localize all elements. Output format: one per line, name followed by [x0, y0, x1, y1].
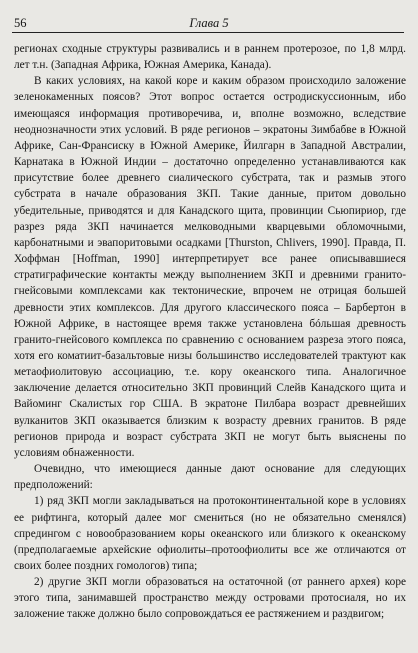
page-number: 56	[14, 16, 27, 30]
paragraph-continuation: регионах сходные структуры развивались и в раннем протерозое, по 1,8 млрд. лет т.н. (Западная Африка, Южная Америка, Канада).	[14, 43, 406, 72]
paragraph: В каких условиях, на какой коре и каким образом происходило заложение зеленокаменных поясов? Этот вопрос остается остродискуссионным, ибо имеющаяся информация противоречива, и, вполне возможно, вследствие неоднозначности этих условий. В ряде регионов – экратоны Зимбабве в Южной Африке, Сан-Франсиску в Южной Америке, Йилгарн в Западной Австралии, Карнатака в Южной Индии – достаточно определенно устанавливаются как присутствие более древнего сиалического субстрата, так и размыв этого субстрата в начале образования ЗКП. Такие данные, притом довольно убедительные, приводятся и для Канадского щита, провинции Сьюпириор, где разрез ряда ЗКП начинается мелководными кварцевыми обломочными, карбонатными и эвапоритовыми осадками [Thurston, Chlivers, 1990]. Правда, П. Хоффман [Hoffman, 1990] интерпретирует все ранее описывавшиеся стратиграфические контакты между выполнением ЗКП и древними гранито-гнейсовыми комплексами как тектонические, впрочем не отрицая большей древности этих комплексов. Для другого классического пояса – Барбертон в Южной Африке, в настоящее время также установлена бóльшая древность гранито-гнейсового комплекса по сравнению с основанием разреза этого пояса, хотя его коматиит-базальтовые низы большинство исследователей трактуют как метаофиолитовую ассоциацию, т.е. кору океанского типа. Аналогичное заключение делается относительно ЗКП провинций Слейв Канадского щита и Вайоминг Скалистых гор США. В экратоне Пилбара возраст древнейших вулканитов ЗКП оказывается близким к возрасту древних гранитов. В ряде регионов природа и возраст субстрата ЗКП не могут быть выяснены по условиям обнаженности.	[14, 75, 406, 459]
header-rule	[12, 32, 404, 33]
running-head: Глава 5	[189, 16, 229, 30]
paragraph: Очевидно, что имеющиеся данные дают основание для следующих предположений:	[14, 463, 406, 492]
paragraph-list-item: 1) ряд ЗКП могли закладываться на протоконтинентальной коре в условиях ее рифтинга, который далее мог смениться (но не обязательно сменялся) спредингом с новообразованием коры океанского или близкого к океанскому (предполагаемые архейские офиолиты–протоофиолиты все же отличаются от своих более поздних гомологов) типа;	[14, 495, 406, 572]
page-header	[14, 14, 404, 34]
body-text	[14, 41, 406, 623]
paragraph-list-item: 2) другие ЗКП могли образоваться на остаточной (от раннего архея) коре этого типа, занимавшей пространство между островами протосиаля, но их заложение также должно было сопровождаться ее растяжением и раздвигом;	[14, 576, 406, 621]
